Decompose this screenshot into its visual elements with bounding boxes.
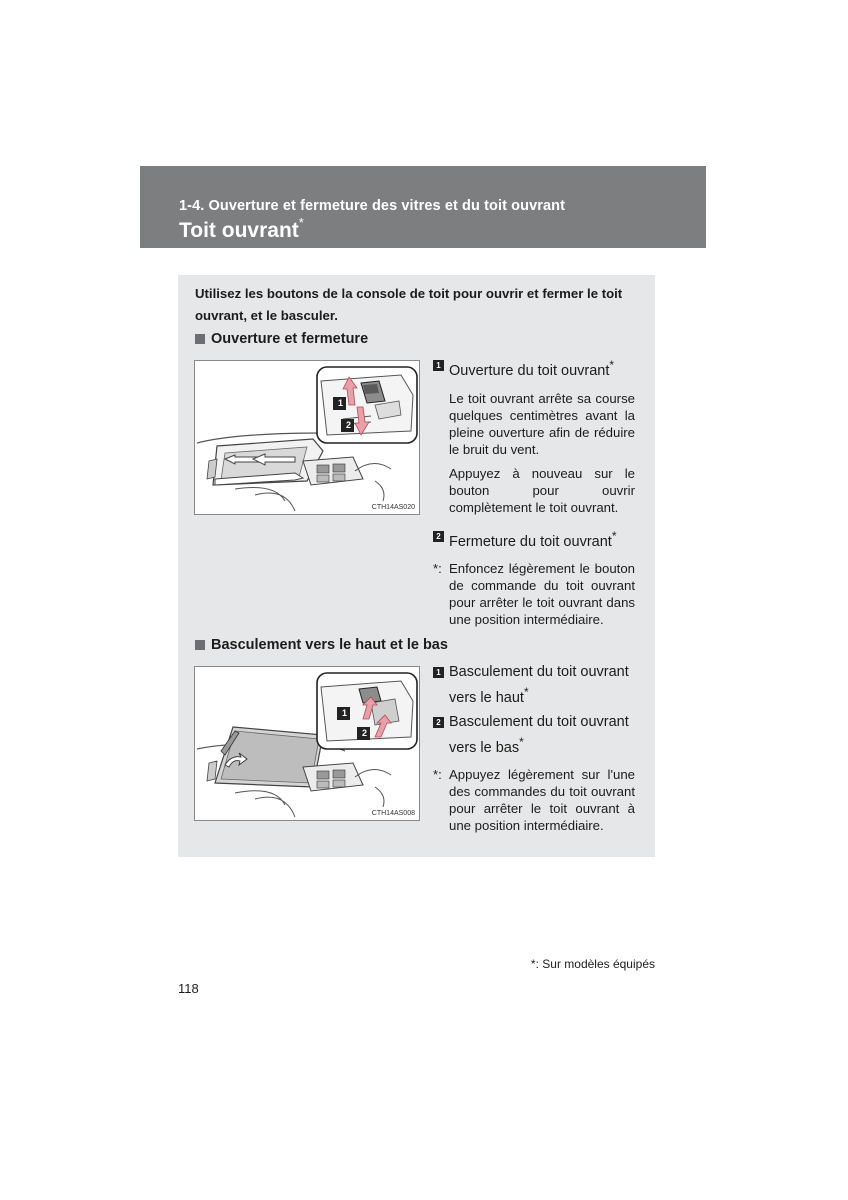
intro-text: Utilisez les boutons de la console de toit pour ouvrir et fermer le toit ouvrant, et le basculer. [195, 286, 623, 323]
note-text: Appuyez légèrement sur l'une des commandes du toit ouvrant pour arrêter le toit ouvrant à une position intermédiaire. [449, 766, 635, 833]
equipment-mark: * [523, 685, 529, 699]
open-paragraph-1: Le toit ouvrant arrête sa course quelques centimètres avant la pleine ouverture afin de réduire le bruit du vent. [449, 390, 635, 457]
sunroof-open-close-illustration [195, 361, 419, 514]
section2-text [433, 662, 635, 834]
page-title [179, 217, 304, 243]
figure-code: CTH14AS008 [371, 810, 415, 817]
item-tilt-up [433, 662, 635, 708]
sunroof-tilt-illustration [195, 667, 419, 820]
note-open-close [433, 560, 635, 628]
header-band [140, 166, 706, 248]
note-text: Enfoncez légèrement le bouton de commande du toit ouvrant pour arrêter le toit ouvrant dans une position intermédiaire. [449, 560, 635, 627]
equipment-mark: * [611, 528, 617, 543]
section2-heading [195, 637, 448, 653]
section-title: 1-4. Ouverture et fermeture des vitres et du toit ouvrant [179, 198, 566, 214]
bullet-square-icon [195, 640, 205, 650]
number-badge: 2 [433, 717, 444, 728]
figure2-callout-2-label: 2 [361, 728, 367, 738]
page-number: 118 [178, 981, 199, 996]
section1-text [433, 355, 635, 628]
page-title-text: Toit ouvrant [179, 219, 299, 242]
figure1-callout-2-label: 2 [345, 420, 351, 430]
figure2-callout-1-label: 1 [341, 708, 347, 718]
item-open [433, 355, 635, 381]
figure-tilt [194, 666, 420, 821]
item-tilt-down [433, 712, 635, 758]
equipment-mark: * [609, 358, 615, 372]
section2-heading-text: Basculement vers le haut et le bas [211, 637, 448, 653]
note-mark: *: [433, 560, 442, 576]
equipment-mark: * [298, 215, 304, 230]
figure1-callout-1-label: 1 [337, 398, 343, 408]
number-badge: 2 [433, 531, 444, 542]
item-tilt-up-label: Basculement du toit ouvrant vers le haut [449, 664, 629, 706]
figure-open-close [194, 360, 420, 515]
item-close [433, 526, 635, 552]
note-mark: *: [433, 766, 442, 782]
section1-heading [195, 331, 368, 347]
figure-code: CTH14AS020 [371, 504, 415, 511]
section1-heading-text: Ouverture et fermeture [211, 331, 369, 347]
open-paragraph-2: Appuyez à nouveau sur le bouton pour ouvrir complètement le toit ouvrant. [449, 465, 635, 515]
item-open-label: Ouverture du toit ouvrant [449, 362, 610, 379]
item-close-label: Fermeture du toit ouvrant [449, 533, 612, 550]
note-tilt [433, 766, 635, 834]
bullet-square-icon [195, 334, 205, 344]
content-panel [178, 275, 655, 857]
item-tilt-down-label: Basculement du toit ouvrant vers le bas [449, 713, 629, 756]
number-badge: 1 [433, 360, 444, 371]
equipment-mark: * [519, 734, 524, 749]
footnote: *: Sur modèles équipés [530, 957, 655, 971]
number-badge: 1 [433, 667, 444, 678]
